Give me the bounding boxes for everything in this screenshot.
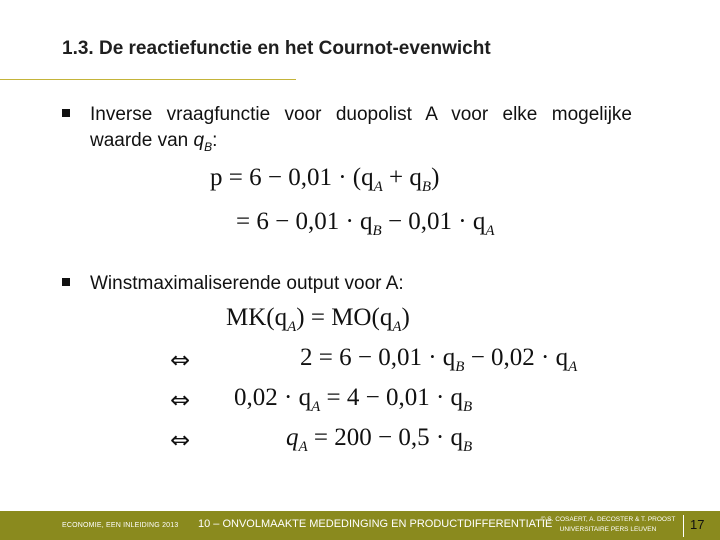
eq3-sub-a2: A	[392, 319, 402, 335]
slide-footer	[0, 511, 720, 540]
eq6-sub-b: B	[462, 439, 473, 455]
eq2-sub-b: B	[372, 223, 382, 239]
equivalence-arrow-icon: ⇔	[170, 426, 191, 454]
bullet-marker	[62, 278, 70, 286]
eq1-end: )	[431, 164, 440, 191]
bullet-item-profit-max	[62, 271, 632, 297]
eq5-sub-a: A	[311, 399, 321, 415]
eq6-mid: = 200 − 0,5 · q	[307, 424, 463, 451]
eq5-sub-b: B	[463, 399, 473, 415]
title-underline	[0, 79, 296, 80]
eq3-mid: ) = MO(q	[296, 304, 393, 331]
bullet-text-end: :	[212, 130, 218, 151]
bullet-item-inverse-demand	[62, 102, 632, 160]
eq5-mid: = 4 − 0,01 · q	[320, 384, 464, 411]
footer-course-title: ECONOMIE, EEN INLEIDING 2013	[62, 522, 179, 529]
eq4-sub-a: A	[568, 359, 578, 375]
bullet-marker	[62, 109, 70, 117]
footer-divider	[683, 515, 684, 537]
equation-step1	[300, 344, 577, 376]
eq3-end: )	[401, 304, 410, 331]
bullet-text	[90, 271, 632, 297]
bullet-text-main: Inverse vraagfunctie voor duopolist A voor elke mogelijke waarde van	[90, 104, 632, 151]
eq3-sub-a: A	[287, 319, 297, 335]
eq1-mid: + q	[382, 164, 422, 191]
eq2-part: = 6 − 0,01 · q	[236, 208, 373, 235]
bullet-variable: q	[193, 130, 205, 151]
eq4-part: 2 = 6 − 0,01 · q	[300, 344, 456, 371]
equation-price-line2	[236, 208, 495, 240]
equation-mk-mo	[226, 304, 410, 336]
equivalence-arrow-icon: ⇔	[170, 386, 191, 414]
footer-chapter-title: 10 – ONVOLMAAKTE MEDEDINGING EN PRODUCTDIFFERENTIATIE	[198, 518, 553, 530]
bullet-variable-subscript: B	[204, 139, 213, 154]
equation-reaction-function	[286, 424, 472, 456]
footer-copyright-authors: © S. COSAERT, A. DECOSTER & T. PROOST	[540, 516, 676, 523]
eq3-lhs: MK(q	[226, 304, 288, 331]
bullet-text-main: Winstmaximaliserende output voor A:	[90, 273, 404, 294]
bullet-text	[90, 102, 632, 160]
eq6-sub-a: A	[298, 439, 308, 455]
eq6-part: q	[286, 424, 299, 451]
eq1-part: p = 6 − 0,01 · (q	[210, 164, 374, 191]
page-number: 17	[690, 517, 705, 532]
footer-copyright-publisher: UNIVERSITAIRE PERS LEUVEN	[559, 526, 657, 533]
equation-step2	[234, 384, 472, 416]
equation-price-line1	[210, 164, 439, 196]
slide-title: 1.3. De reactiefunctie en het Cournot-evenwicht	[62, 38, 491, 59]
eq5-part: 0,02 · q	[234, 384, 312, 411]
eq2-mid: − 0,01 · q	[381, 208, 486, 235]
eq2-sub-a: A	[485, 223, 495, 239]
eq1-sub-a: A	[373, 179, 383, 195]
footer-copyright	[538, 515, 678, 535]
eq4-mid: − 0,02 · q	[464, 344, 569, 371]
equivalence-arrow-icon: ⇔	[170, 346, 191, 374]
eq4-sub-b: B	[455, 359, 465, 375]
eq1-sub-b: B	[421, 179, 432, 195]
